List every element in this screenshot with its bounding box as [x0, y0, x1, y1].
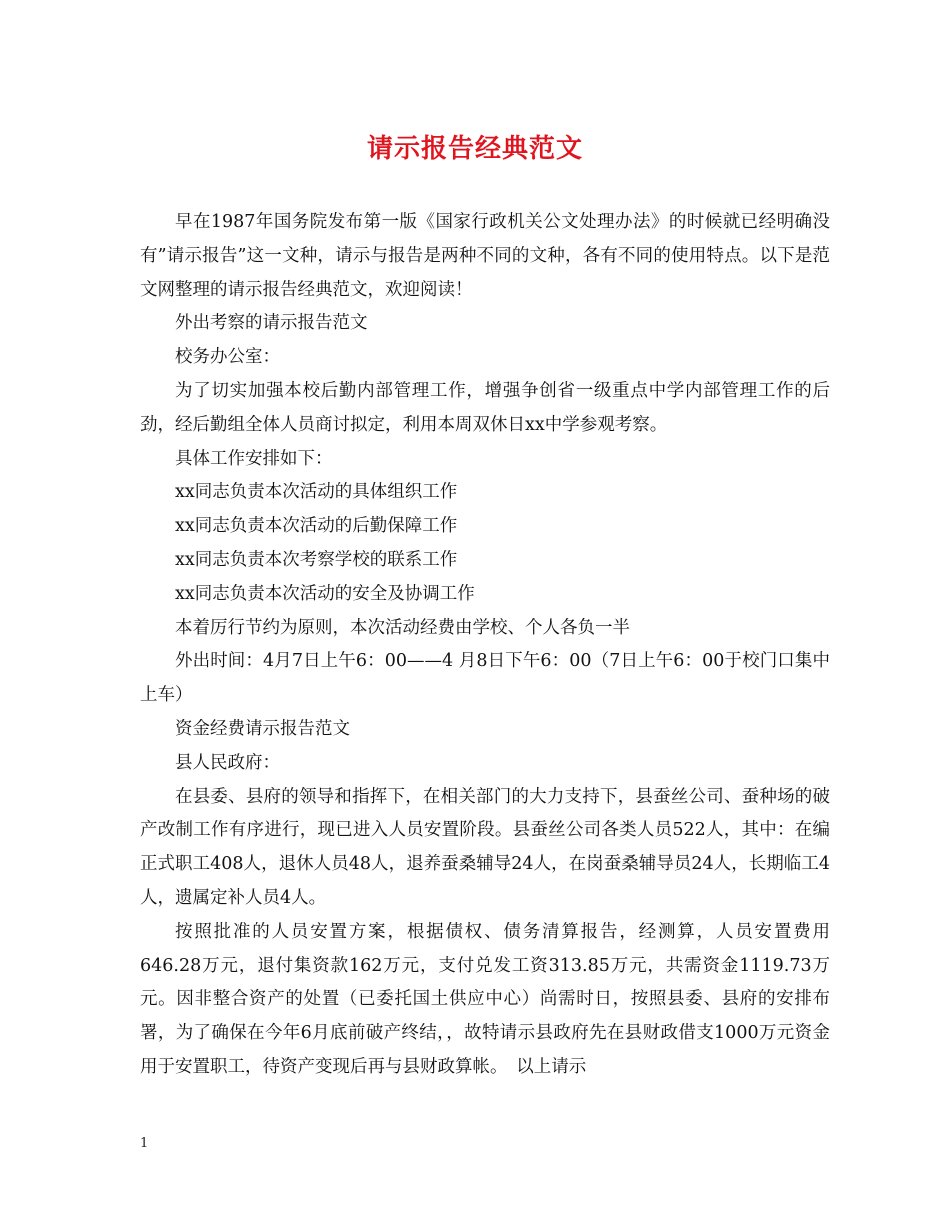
paragraph-addressee-government: 县人民政府：: [175, 752, 280, 773]
page-number: 1: [140, 1136, 149, 1151]
paragraph-task-logistics: xx同志负责本次活动的后勤保障工作: [175, 516, 458, 537]
paragraph-funding-principle: 本着厉行节约为原则，本次活动经费由学校、个人各负一半: [175, 617, 630, 638]
paragraph-arrangement-heading: 具体工作安排如下：: [175, 448, 333, 469]
paragraph-task-liaison: xx同志负责本次考察学校的联系工作: [175, 549, 458, 570]
paragraph-request: 按照批准的人员安置方案，根据债权、债务清算报告，经测算，人员安置费用646.28万元，退付集资款162万元，支付兑发工资313.85万元，共需资金1119.73万元。因非整合资产的处置（已委托国土供应中心）尚需时日，按照县委、县府的安排布署，为了确保在今年6月底前破产终结，，故特请示县政府先在县财政借支1000万元资金用于安置职工，待资产变现后再与县财政算帐。 以上请示: [140, 921, 830, 1077]
paragraph-heading-funding: 资金经费请示报告范文: [175, 718, 350, 739]
paragraph-intro: 早在1987年国务院发布第一版《国家行政机关公文处理办法》的时候就已经明确没有”请示报告”这一文种，请示与报告是两种不同的文种，各有不同的使用特点。以下是范文网整理的请示报告经典范文，欢迎阅读！: [140, 212, 830, 300]
paragraph-background: 在县委、县府的领导和指挥下，在相关部门的大力支持下，县蚕丝公司、蚕种场的破产改制工作有序进行，现已进入人员安置阶段。县蚕丝公司各类人员522人，其中：在编正式职工408人，退休人员48人，退养蚕桑辅导24人，在岗蚕桑辅导员24人，长期临工4人，遗属定补人员4人。: [140, 786, 830, 908]
paragraph-addressee-office: 校务办公室：: [175, 347, 280, 368]
document-body: [140, 206, 830, 1085]
paragraph-task-organization: xx同志负责本次活动的具体组织工作: [175, 482, 458, 503]
paragraph-heading-inspection: 外出考察的请示报告范文: [175, 313, 368, 334]
paragraph-purpose: 为了切实加强本校后勤内部管理工作，增强争创省一级重点中学内部管理工作的后劲，经后勤组全体人员商讨拟定，利用本周双休日xx中学参观考察。: [140, 380, 830, 435]
paragraph-schedule: 外出时间：4月7日上午6：00——4 月8日下午6：00（7日上午6：00于校门口集中上车）: [140, 651, 830, 706]
document-title: 请示报告经典范文: [366, 134, 583, 164]
paragraph-task-safety: xx同志负责本次活动的安全及协调工作: [175, 583, 475, 604]
